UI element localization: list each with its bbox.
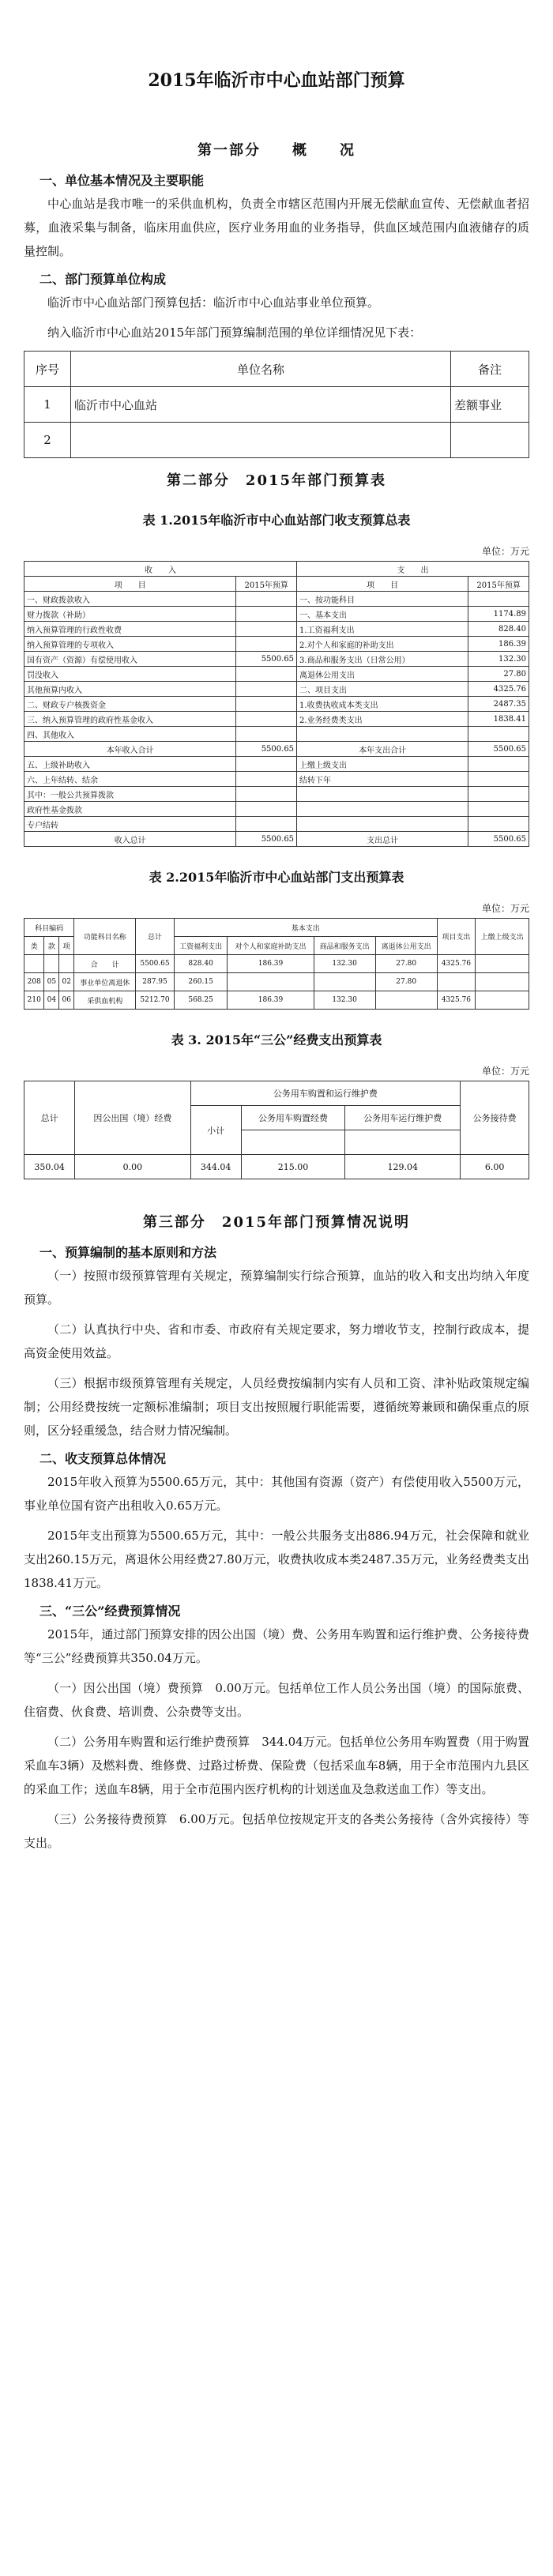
amount-cell: 5500.65 bbox=[236, 742, 297, 757]
item-cell: 国有资产（资源）有偿使用收入 bbox=[24, 652, 236, 667]
expense-cell: 210 bbox=[24, 991, 44, 1010]
table-row bbox=[24, 622, 529, 637]
table-row bbox=[24, 727, 529, 742]
item-cell bbox=[297, 727, 468, 742]
item-cell: 1.收费执收成本类支出 bbox=[297, 697, 468, 712]
table-row bbox=[24, 955, 529, 973]
part3-s3-title: 三、“三公”经费预算情况 bbox=[40, 1604, 181, 1619]
amount-cell: 132.30 bbox=[468, 652, 529, 667]
table-header bbox=[24, 562, 529, 577]
sg-recv-header: 公务接待费 bbox=[461, 1081, 529, 1155]
amount-cell bbox=[468, 727, 529, 742]
amount-cell: 828.40 bbox=[468, 622, 529, 637]
part3-s3-p1: 2015年，通过部门预算安排的因公出国（境）费、公务用车购置和运行维护费、公务接待费等“三公”经费预算共350.04万元。 bbox=[24, 1627, 529, 1665]
part3-s2-title: 二、收支预算总体情况 bbox=[40, 1451, 167, 1466]
code-header: 科目编码 bbox=[24, 919, 74, 937]
unit-header-no: 序号 bbox=[24, 352, 71, 387]
item-cell: 政府性基金拨款 bbox=[24, 802, 236, 817]
expense-cell: 事业单位离退休 bbox=[74, 973, 136, 991]
amount-cell: 5500.65 bbox=[236, 832, 297, 847]
table-row bbox=[24, 787, 529, 802]
table-row bbox=[24, 423, 529, 458]
expense-cell bbox=[24, 955, 44, 973]
table-row bbox=[24, 1155, 529, 1179]
table2-body bbox=[24, 955, 529, 1010]
expense-cell bbox=[228, 973, 314, 991]
item-cell: 3.商品和服务支出（日常公用） bbox=[297, 652, 468, 667]
amount-cell: 186.39 bbox=[468, 637, 529, 652]
table3-title: 表 3. 2015年“三公”经费支出预算表 bbox=[171, 1032, 382, 1047]
amount-cell bbox=[236, 592, 297, 607]
table3-unit: 单位：万元 bbox=[481, 1066, 529, 1077]
basic-sub-header: 对个人和家庭补助支出 bbox=[228, 937, 314, 955]
item-cell: 支出总计 bbox=[297, 832, 468, 847]
expense-cell bbox=[59, 955, 74, 973]
document-title: 2015年临沂市中心血站部门预算 bbox=[148, 70, 405, 91]
table-row bbox=[24, 832, 529, 847]
item-cell: 纳入预算管理的行政性收费 bbox=[24, 622, 236, 637]
item-cell: 一、基本支出 bbox=[297, 607, 468, 622]
unit-cell: 差额事业 bbox=[451, 387, 529, 423]
amount-cell bbox=[236, 622, 297, 637]
expense-header: 支 出 bbox=[297, 562, 529, 577]
amount-cell bbox=[236, 727, 297, 742]
sg-cell: 0.00 bbox=[75, 1155, 190, 1179]
amount-cell bbox=[236, 682, 297, 697]
part1-sec2-text1: 临沂市中心血站部门预算包括：临沂市中心血站事业单位预算。 bbox=[47, 295, 380, 310]
amount-cell bbox=[236, 757, 297, 772]
three-public-table bbox=[24, 1081, 529, 1179]
basic-sub-header: 离退休公用支出 bbox=[375, 937, 437, 955]
part3-s3-p3: （二）公务用车购置和运行维护费预算 344.04万元。包括单位公务用车购置费（用于购置采血车3辆）及燃料费、维修费、过路过桥费、保险费（包括采血车8辆，用于全市范围内九县区的采血工作；送血车8辆，用于全市范围内医疗机构的计划送血及急救送血工作）等支出。 bbox=[24, 1735, 529, 1796]
part1-sec2-text2: 纳入临沂市中心血站2015年部门预算编制范围的单位详细情况见下表： bbox=[47, 325, 422, 340]
expense-cell bbox=[476, 955, 529, 973]
item-cell: 五、上级补助收入 bbox=[24, 757, 236, 772]
sg-abroad-header: 因公出国（境）经费 bbox=[75, 1081, 190, 1155]
part1-heading: 第一部分 概 况 bbox=[198, 142, 356, 159]
item-cell: 上缴上级支出 bbox=[297, 757, 468, 772]
expense-cell: 287.95 bbox=[136, 973, 174, 991]
item-cell: 2.业务经费类支出 bbox=[297, 712, 468, 727]
part3-s1-p2: （二）认真执行中央、省和市委、市政府有关规定要求，努力增收节支，控制行政成本，提高资金使用效益。 bbox=[24, 1322, 529, 1360]
expense-cell: 132.30 bbox=[314, 955, 375, 973]
item-cell: 罚没收入 bbox=[24, 667, 236, 682]
amount-cell bbox=[468, 757, 529, 772]
item-cell bbox=[297, 787, 468, 802]
amount-cell bbox=[236, 802, 297, 817]
unit-table bbox=[24, 351, 529, 458]
amount-cell bbox=[468, 772, 529, 787]
table-row bbox=[24, 772, 529, 787]
expense-cell: 5500.65 bbox=[136, 955, 174, 973]
expense-cell: 186.39 bbox=[228, 955, 314, 973]
item-cell: 财力拨款（补助） bbox=[24, 607, 236, 622]
part1-sec2-title: 二、部门预算单位构成 bbox=[40, 272, 167, 287]
table2-unit: 单位：万元 bbox=[481, 903, 529, 914]
table-row bbox=[24, 757, 529, 772]
name-header: 功能科目名称 bbox=[74, 919, 136, 955]
expense-cell: 828.40 bbox=[174, 955, 228, 973]
part3-s1-p3: （三）根据市级预算管理有关规定，人员经费按编制内实有人员和工资、津补贴政策规定编制；公用经费按统一定额标准编制；项目支出按照履行职能需要，遵循统筹兼顾和确保重点的原则，区分轻重缓急，结合财力情况编制。 bbox=[24, 1376, 529, 1438]
expense-cell bbox=[476, 991, 529, 1010]
sg-total-header: 总计 bbox=[24, 1081, 75, 1155]
sg-cell: 129.04 bbox=[345, 1155, 461, 1179]
expense-cell bbox=[375, 991, 437, 1010]
unit-cell bbox=[451, 423, 529, 458]
sg-cell: 350.04 bbox=[24, 1155, 75, 1179]
table-row bbox=[24, 973, 529, 991]
table-row bbox=[24, 817, 529, 832]
item-cell bbox=[297, 817, 468, 832]
shangjiao-header: 上缴上级支出 bbox=[476, 919, 529, 955]
table-row bbox=[24, 802, 529, 817]
amount-cell: 5500.65 bbox=[468, 832, 529, 847]
amount-cell bbox=[236, 667, 297, 682]
item-cell: 三、纳入预算管理的政府性基金收入 bbox=[24, 712, 236, 727]
item-cell bbox=[297, 802, 468, 817]
unit-cell bbox=[71, 423, 451, 458]
income-budget-header: 2015年预算 bbox=[236, 577, 297, 592]
amount-cell: 4325.76 bbox=[468, 682, 529, 697]
expense-cell: 27.80 bbox=[375, 973, 437, 991]
unit-header-name: 单位名称 bbox=[71, 352, 451, 387]
part3-heading: 第三部分 2015年部门预算情况说明 bbox=[142, 1214, 411, 1231]
xiang-header: 项 bbox=[59, 937, 74, 955]
table-header bbox=[24, 577, 529, 592]
unit-cell: 1 bbox=[24, 387, 71, 423]
expense-cell: 合 计 bbox=[74, 955, 136, 973]
amount-cell bbox=[236, 817, 297, 832]
sg-car-header: 公务用车购置和运行维护费 bbox=[190, 1081, 461, 1106]
part1-sec1-title: 一、单位基本情况及主要职能 bbox=[40, 173, 205, 188]
sg-cell: 215.00 bbox=[241, 1155, 344, 1179]
expense-cell bbox=[437, 973, 475, 991]
table-row bbox=[24, 592, 529, 607]
amount-cell bbox=[236, 787, 297, 802]
expense-cell bbox=[44, 955, 59, 973]
sg-buy-header: 公务用车购置经费 bbox=[241, 1106, 344, 1130]
amount-cell: 1174.89 bbox=[468, 607, 529, 622]
income-header: 收 入 bbox=[24, 562, 297, 577]
table-row bbox=[24, 387, 529, 423]
table1-title: 表 1.2015年临沂市中心血站部门收支预算总表 bbox=[142, 513, 411, 528]
expense-item-header: 项 目 bbox=[297, 577, 468, 592]
expense-cell: 采供血机构 bbox=[74, 991, 136, 1010]
lei-header: 类 bbox=[24, 937, 44, 955]
sg-sub-header: 小计 bbox=[190, 1106, 241, 1155]
expense-cell: 4325.76 bbox=[437, 955, 475, 973]
part3-s2-p2: 2015年支出预算为5500.65万元，其中：一般公共服务支出886.94万元，社会保障和就业支出260.15万元，离退休公用经费27.80万元，收费执收成本类2487.35万元，业务经费类支出1838.41万元。 bbox=[24, 1529, 529, 1590]
sg-cell: 6.00 bbox=[461, 1155, 529, 1179]
item-cell: 离退休公用支出 bbox=[297, 667, 468, 682]
amount-cell bbox=[468, 592, 529, 607]
amount-cell bbox=[236, 637, 297, 652]
expense-cell: 02 bbox=[59, 973, 74, 991]
item-cell: 二、财政专户核拨资金 bbox=[24, 697, 236, 712]
part1-sec1-text: 中心血站是我市唯一的采供血机构，负责全市辖区范围内开展无偿献血宣传、无偿献血者招募，血液采集与制备，临床用血供应，医疗业务用血的业务指导，供血区域范围内血液储存的质量控制。 bbox=[24, 197, 529, 258]
table-row bbox=[24, 712, 529, 727]
item-cell: 一、按功能科目 bbox=[297, 592, 468, 607]
table-row bbox=[24, 652, 529, 667]
part3-s3-p4: （三）公务接待费预算 6.00万元。包括单位按规定开支的各类公务接待（含外宾接待）等支出。 bbox=[24, 1812, 529, 1850]
table1-unit: 单位：万元 bbox=[481, 546, 529, 557]
unit-cell: 2 bbox=[24, 423, 71, 458]
amount-cell: 5500.65 bbox=[468, 742, 529, 757]
table1-body bbox=[24, 592, 529, 847]
expense-cell: 27.80 bbox=[375, 955, 437, 973]
basic-sub-header: 工资福利支出 bbox=[174, 937, 228, 955]
expense-cell: 132.30 bbox=[314, 991, 375, 1010]
expense-cell: 5212.70 bbox=[136, 991, 174, 1010]
item-cell: 本年支出合计 bbox=[297, 742, 468, 757]
item-cell: 二、项目支出 bbox=[297, 682, 468, 697]
amount-cell: 5500.65 bbox=[236, 652, 297, 667]
item-cell: 四、其他收入 bbox=[24, 727, 236, 742]
table-row bbox=[24, 667, 529, 682]
table-row bbox=[24, 682, 529, 697]
kuan-header: 款 bbox=[44, 937, 59, 955]
amount-cell bbox=[236, 697, 297, 712]
item-cell: 六、上年结转、结余 bbox=[24, 772, 236, 787]
item-cell: 2.对个人和家庭的补助支出 bbox=[297, 637, 468, 652]
part3-s2-p1: 2015年收入预算为5500.65万元，其中：其他国有资源（资产）有偿使用收入5500万元，事业单位国有资产出租收入0.65万元。 bbox=[24, 1475, 529, 1513]
amount-cell bbox=[236, 712, 297, 727]
income-item-header: 项 目 bbox=[24, 577, 236, 592]
table-row bbox=[24, 607, 529, 622]
expense-cell: 05 bbox=[44, 973, 59, 991]
amount-cell bbox=[236, 772, 297, 787]
unit-header-note: 备注 bbox=[451, 352, 529, 387]
expense-cell: 260.15 bbox=[174, 973, 228, 991]
item-cell: 收入总计 bbox=[24, 832, 236, 847]
item-cell: 一、财政拨款收入 bbox=[24, 592, 236, 607]
expense-cell: 568.25 bbox=[174, 991, 228, 1010]
table-row bbox=[24, 697, 529, 712]
table-header bbox=[24, 1081, 529, 1106]
document-page bbox=[24, 0, 529, 1855]
unit-table-header bbox=[24, 352, 529, 387]
amount-cell bbox=[468, 817, 529, 832]
amount-cell: 1838.41 bbox=[468, 712, 529, 727]
basic-sub-header: 商品和服务支出 bbox=[314, 937, 375, 955]
project-header: 项目支出 bbox=[437, 919, 475, 955]
expense-cell bbox=[314, 973, 375, 991]
expense-cell: 06 bbox=[59, 991, 74, 1010]
expense-cell: 04 bbox=[44, 991, 59, 1010]
amount-cell bbox=[236, 607, 297, 622]
item-cell: 1.工资福利支出 bbox=[297, 622, 468, 637]
amount-cell bbox=[468, 787, 529, 802]
item-cell: 本年收入合计 bbox=[24, 742, 236, 757]
expense-cell: 208 bbox=[24, 973, 44, 991]
amount-cell: 2487.35 bbox=[468, 697, 529, 712]
expense-cell: 186.39 bbox=[228, 991, 314, 1010]
item-cell: 结转下年 bbox=[297, 772, 468, 787]
part3-s1-title: 一、预算编制的基本原则和方法 bbox=[40, 1245, 217, 1260]
expense-detail-table bbox=[24, 918, 529, 1010]
part3-s3-p2: （一）因公出国（境）费预算 0.00万元。包括单位工作人员公务出国（境）的国际旅费、住宿费、伙食费、培训费、公杂费等支出。 bbox=[24, 1681, 529, 1719]
table-row bbox=[24, 742, 529, 757]
expense-cell bbox=[476, 973, 529, 991]
amount-cell: 27.80 bbox=[468, 667, 529, 682]
expense-budget-header: 2015年预算 bbox=[468, 577, 529, 592]
sg-run-header: 公务用车运行维护费 bbox=[345, 1106, 461, 1130]
total-header: 总计 bbox=[136, 919, 174, 955]
table-row bbox=[24, 991, 529, 1010]
part2-heading: 第二部分 2015年部门预算表 bbox=[166, 472, 387, 489]
expense-cell: 4325.76 bbox=[437, 991, 475, 1010]
amount-cell bbox=[468, 802, 529, 817]
budget-summary-table bbox=[24, 561, 529, 847]
item-cell: 纳入预算管理的专项收入 bbox=[24, 637, 236, 652]
table-header bbox=[24, 919, 529, 937]
table2-title: 表 2.2015年临沂市中心血站部门支出预算表 bbox=[149, 870, 404, 885]
part3-s1-p1: （一）按照市级预算管理有关规定，预算编制实行综合预算，血站的收入和支出均纳入年度预算。 bbox=[24, 1269, 529, 1307]
item-cell: 其中：一般公共预算拨款 bbox=[24, 787, 236, 802]
item-cell: 专户结转 bbox=[24, 817, 236, 832]
item-cell: 其他预算内收入 bbox=[24, 682, 236, 697]
basic-header: 基本支出 bbox=[174, 919, 437, 937]
table-row bbox=[24, 637, 529, 652]
unit-cell: 临沂市中心血站 bbox=[71, 387, 451, 423]
sg-cell: 344.04 bbox=[190, 1155, 241, 1179]
